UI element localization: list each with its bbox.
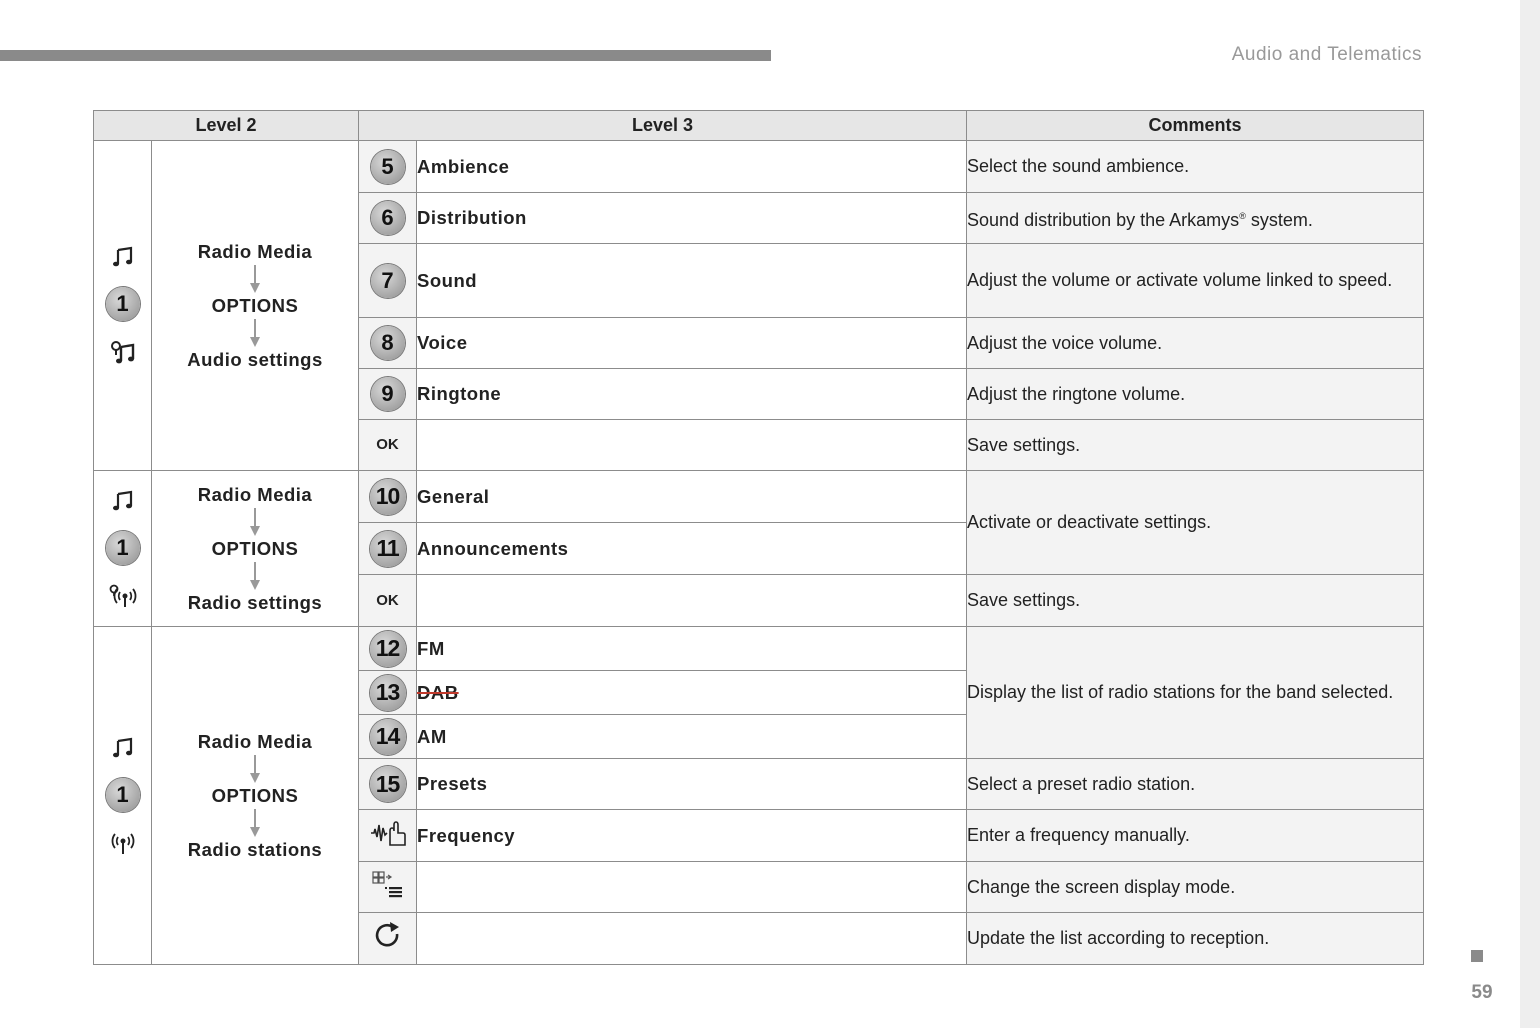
step-number-cell [359, 244, 417, 318]
comment: Adjust the voice volume. [967, 318, 1424, 369]
comment: Enter a frequency manually. [967, 810, 1424, 862]
path-step: Radio settings [187, 591, 323, 613]
group-path-cell [152, 141, 359, 471]
radio-station-icon [110, 830, 136, 856]
step-number-cell [359, 193, 417, 244]
step-badge: 6 [371, 201, 405, 235]
option-label: Ambience [417, 141, 967, 193]
group-icons-cell [94, 141, 152, 471]
step-badge: 10 [370, 479, 406, 515]
menu-table [93, 110, 1424, 965]
option-label [417, 671, 967, 715]
step-number-cell [359, 715, 417, 759]
number-1-badge: 1 [106, 287, 140, 321]
comment: Update the list according to reception. [967, 913, 1424, 965]
option-label: Voice [417, 318, 967, 369]
path-step: OPTIONS [211, 294, 299, 316]
group-icons-cell [94, 471, 152, 627]
arrow-down-icon [249, 317, 261, 349]
refresh-icon [372, 920, 404, 952]
step-number-cell [359, 759, 417, 810]
path-step: Radio Media [197, 483, 313, 505]
page-edge-strip [1520, 0, 1540, 1028]
comment: Save settings. [967, 575, 1424, 627]
comment: Adjust the ringtone volume. [967, 369, 1424, 420]
arrow-down-icon [249, 753, 261, 785]
step-icon-cell [359, 862, 417, 913]
step-number-cell [359, 369, 417, 420]
comment-text: Sound distribution by the Arkamys [967, 209, 1240, 230]
arrow-down-icon [249, 263, 261, 295]
comment: Change the screen display mode. [967, 862, 1424, 913]
option-label: FM [417, 627, 967, 671]
music-settings-icon [109, 339, 137, 367]
comment: Adjust the volume or activate volume linked to speed. [967, 244, 1424, 318]
table-row [94, 627, 1424, 671]
step-number-cell [359, 627, 417, 671]
table-header-row [94, 111, 1424, 141]
registered-mark: ® [1239, 210, 1246, 221]
page-marker [1471, 950, 1483, 962]
music-note-icon [111, 736, 135, 760]
step-badge: 9 [371, 377, 405, 411]
table-row [94, 141, 1424, 193]
option-label: Sound [417, 244, 967, 318]
step-icon-cell [359, 913, 417, 965]
path-step: OPTIONS [211, 784, 299, 806]
path-step: Radio Media [197, 730, 313, 752]
step-badge: 13 [370, 675, 406, 711]
number-1-badge: 1 [106, 778, 140, 812]
path-step: Radio Media [197, 240, 313, 262]
dab-label: DAB [417, 681, 459, 703]
option-label: AM [417, 715, 967, 759]
comment: Select the sound ambience. [967, 141, 1424, 193]
comment: Save settings. [967, 420, 1424, 471]
step-number-cell [359, 671, 417, 715]
path-step: OPTIONS [211, 537, 299, 559]
step-badge: 7 [371, 264, 405, 298]
option-label [417, 913, 967, 965]
music-note-icon [111, 245, 135, 269]
table-row [94, 471, 1424, 523]
path-step: Radio stations [187, 838, 323, 860]
step-badge: 11 [370, 531, 406, 567]
option-label: Announcements [417, 523, 967, 575]
group-icons-cell [94, 627, 152, 965]
ok-label: OK [376, 591, 399, 609]
comment: Display the list of radio stations for the band selected. [967, 627, 1424, 759]
arrow-down-icon [249, 560, 261, 592]
radio-settings-icon [108, 583, 138, 609]
column-header-comments: Comments [967, 111, 1424, 141]
comment-text-end: system. [1245, 209, 1313, 230]
column-header-level-3: Level 3 [359, 111, 967, 141]
option-label: Frequency [417, 810, 967, 862]
group-path-cell [152, 471, 359, 627]
step-number-cell [359, 318, 417, 369]
group-path-cell [152, 627, 359, 965]
frequency-hand-icon [370, 819, 406, 847]
option-label: Distribution [417, 193, 967, 244]
step-number-cell [359, 141, 417, 193]
option-label [417, 420, 967, 471]
page-number: 59 [1471, 982, 1493, 1003]
step-badge: 14 [370, 719, 406, 755]
step-badge: 12 [370, 631, 406, 667]
option-label: General [417, 471, 967, 523]
ok-label: OK [376, 436, 399, 453]
arrow-down-icon [249, 807, 261, 839]
option-label: Ringtone [417, 369, 967, 420]
arrow-down-icon [249, 506, 261, 538]
header-rule [0, 50, 771, 61]
ok-cell [359, 420, 417, 471]
ok-cell [359, 575, 417, 627]
step-number-cell [359, 471, 417, 523]
step-badge: 15 [370, 766, 406, 802]
display-mode-icon [372, 871, 404, 899]
step-number-cell [359, 523, 417, 575]
option-label: Presets [417, 759, 967, 810]
running-title: Audio and Telematics [1231, 44, 1422, 65]
comment: Select a preset radio station. [967, 759, 1424, 810]
step-icon-cell [359, 810, 417, 862]
step-badge: 5 [371, 150, 405, 184]
option-label [417, 575, 967, 627]
comment: Activate or deactivate settings. [967, 471, 1424, 575]
comment [967, 193, 1424, 244]
step-badge: 8 [371, 326, 405, 360]
path-step: Audio settings [187, 348, 323, 370]
option-label [417, 862, 967, 913]
column-header-level-2: Level 2 [94, 111, 359, 141]
music-note-icon [111, 489, 135, 513]
number-1-badge: 1 [106, 531, 140, 565]
